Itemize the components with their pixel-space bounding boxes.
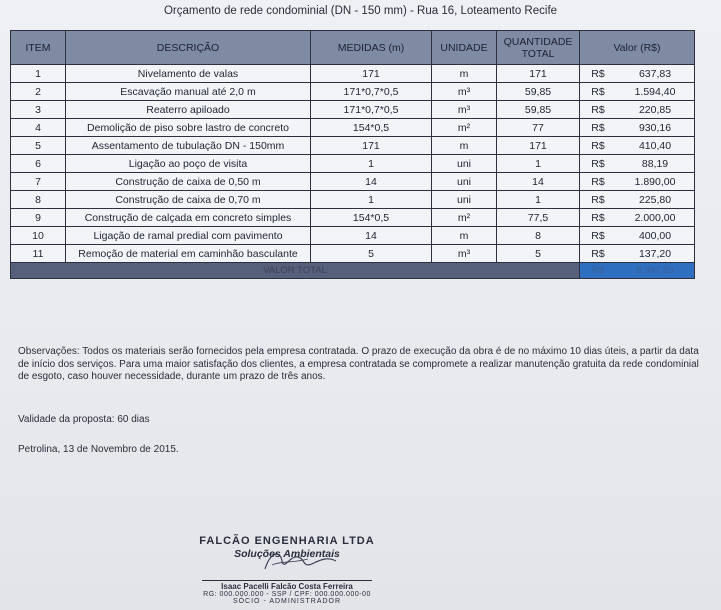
cell-unidade: m³ [432,83,497,101]
header-item: ITEM [11,31,66,65]
cell-descricao: Assentamento de tubulação DN - 150mm [66,137,311,155]
cell-quantidade: 171 [497,137,580,155]
cell-valor: 220,85 [616,101,695,119]
cell-descricao: Escavação manual até 2,0 m [66,83,311,101]
cell-valor: 400,00 [616,227,695,245]
cell-item: 9 [11,209,66,227]
cell-descricao: Reaterro apiloado [66,101,311,119]
cell-unidade: uni [432,173,497,191]
cell-medidas: 171*0,7*0,5 [311,83,432,101]
stamp-company: FALCÃO ENGENHARIA LTDA [199,535,375,547]
proposal-validity: Validade da proposta: 60 dias [18,414,150,425]
cell-medidas: 14 [311,173,432,191]
table-header-row [11,31,695,65]
cell-quantidade: 59,85 [497,101,580,119]
stamp-signer: Isaac Pacelli Falcão Costa Ferreira [221,582,353,591]
budget-table [10,30,695,279]
cell-descricao: Demolição de piso sobre lastro de concreto [66,119,311,137]
table-row [11,191,695,209]
cell-unidade: m³ [432,101,497,119]
cell-descricao: Ligação de ramal predial com pavimento [66,227,311,245]
cell-currency: R$ [580,137,617,155]
cell-valor: 1.890,00 [616,173,695,191]
company-stamp [196,535,378,605]
table-row [11,155,695,173]
header-unidade: UNIDADE [432,31,497,65]
cell-currency: R$ [580,155,617,173]
table-row [11,227,695,245]
cell-valor: 930,16 [616,119,695,137]
cell-descricao: Remoção de material em caminhão basculante [66,245,311,263]
cell-item: 10 [11,227,66,245]
cell-item: 3 [11,101,66,119]
cell-item: 7 [11,173,66,191]
cell-quantidade: 8 [497,227,580,245]
cell-descricao: Construção de calçada em concreto simples [66,209,311,227]
cell-currency: R$ [580,227,617,245]
cell-valor: 225,80 [616,191,695,209]
cell-currency: R$ [580,191,617,209]
cell-item: 1 [11,65,66,83]
stamp-registration: RG: 000.000.000 - SSP / CPF: 000.000.000-00 [203,591,371,598]
observations-paragraph: Observações: Todos os materiais serão fornecidos pela empresa contratada. O prazo de execução da obra é de no máximo 10 dias úteis, a partir da data de início dos serviços. Para uma maior satisfação dos clientes, a empresa contratada se compromete a realizar manutenção gratuita da rede condominial de esgoto, caso houver necessidade, durante um prazo de três anos. [18,346,699,382]
header-quantidade: QUANTIDADE TOTAL [497,31,580,65]
total-row [11,263,695,279]
cell-valor: 137,20 [616,245,695,263]
cell-medidas: 171 [311,137,432,155]
header-valor: Valor (R$) [580,31,695,65]
cell-unidade: m [432,65,497,83]
cell-item: 6 [11,155,66,173]
signature-line [202,580,372,581]
cell-medidas: 171*0,7*0,5 [311,101,432,119]
table-row [11,173,695,191]
cell-medidas: 1 [311,155,432,173]
place-and-date: Petrolina, 13 de Novembro de 2015. [18,444,179,455]
table-row [11,245,695,263]
cell-currency: R$ [580,65,617,83]
cell-medidas: 154*0,5 [311,209,432,227]
header-descricao: DESCRIÇÃO [66,31,311,65]
cell-item: 4 [11,119,66,137]
cell-unidade: uni [432,191,497,209]
cell-unidade: m [432,137,497,155]
cell-quantidade: 5 [497,245,580,263]
cell-currency: R$ [580,209,617,227]
table-row [11,119,695,137]
cell-valor: 1.594,40 [616,83,695,101]
cell-item: 11 [11,245,66,263]
cell-descricao: Construção de caixa de 0,70 m [66,191,311,209]
cell-item: 8 [11,191,66,209]
table-row [11,65,695,83]
stamp-subtitle: Soluções Ambientais [234,548,340,560]
table-row [11,83,695,101]
cell-medidas: 14 [311,227,432,245]
cell-currency: R$ [580,173,617,191]
cell-valor: 2.000,00 [616,209,695,227]
table-row [11,137,695,155]
total-label: VALOR TOTAL [11,263,580,279]
cell-quantidade: 77,5 [497,209,580,227]
cell-quantidade: 14 [497,173,580,191]
cell-medidas: 171 [311,65,432,83]
table-row [11,209,695,227]
stamp-role: SÓCIO - ADMINISTRADOR [232,598,342,605]
cell-quantidade: 59,85 [497,83,580,101]
cell-unidade: m² [432,119,497,137]
cell-currency: R$ [580,101,617,119]
cell-item: 5 [11,137,66,155]
cell-unidade: m³ [432,245,497,263]
cell-unidade: uni [432,155,497,173]
cell-quantidade: 171 [497,65,580,83]
cell-descricao: Nivelamento de valas [66,65,311,83]
cell-valor: 88,19 [616,155,695,173]
cell-medidas: 154*0,5 [311,119,432,137]
total-currency: R$ [580,263,617,279]
cell-currency: R$ [580,245,617,263]
document-title: Orçamento de rede condominial (DN - 150 mm) - Rua 16, Loteamento Recife [163,5,558,17]
cell-medidas: 1 [311,191,432,209]
cell-currency: R$ [580,119,617,137]
cell-descricao: Construção de caixa de 0,50 m [66,173,311,191]
total-value: 8.397,83 [616,263,695,279]
cell-item: 2 [11,83,66,101]
header-medidas: MEDIDAS (m) [311,31,432,65]
cell-descricao: Ligação ao poço de visita [66,155,311,173]
cell-unidade: m² [432,209,497,227]
cell-quantidade: 1 [497,191,580,209]
cell-valor: 410,40 [616,137,695,155]
cell-quantidade: 1 [497,155,580,173]
cell-quantidade: 77 [497,119,580,137]
cell-valor: 637,83 [616,65,695,83]
table-row [11,101,695,119]
cell-currency: R$ [580,83,617,101]
cell-unidade: m [432,227,497,245]
cell-medidas: 5 [311,245,432,263]
